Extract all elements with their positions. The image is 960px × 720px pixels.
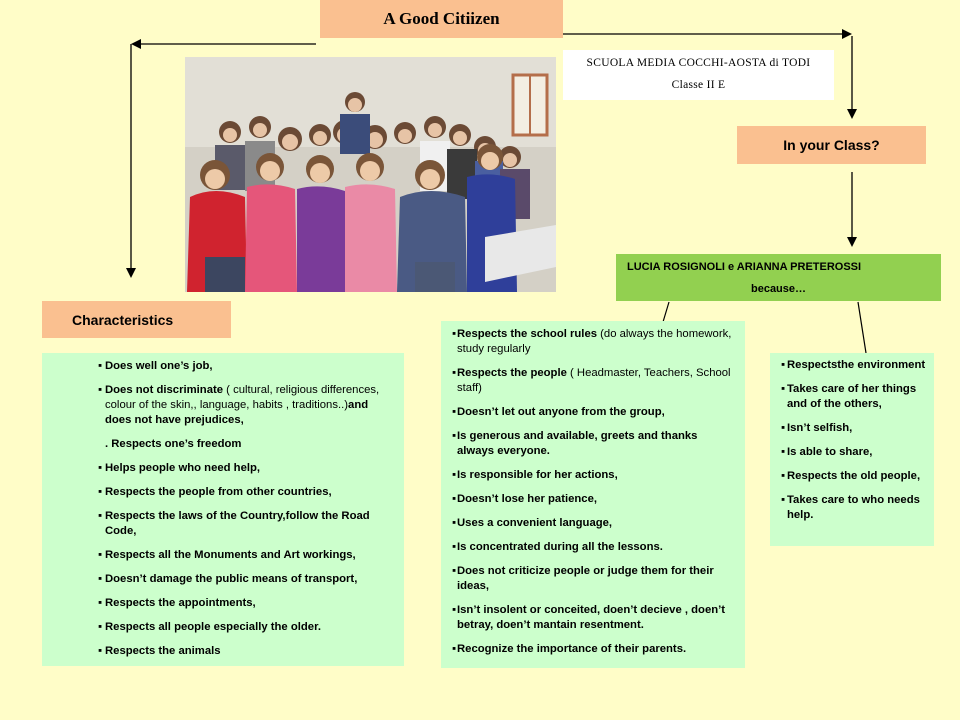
- list-item: ▪ Takes care to who needs help.: [781, 494, 920, 521]
- list-item: ▪ Is responsible for her actions,: [452, 469, 618, 481]
- bullet-icon: ▪: [781, 446, 786, 458]
- list-item: ▪ Doesn’t lose her patience,: [452, 493, 597, 505]
- list-item: ▪ Does not discriminate ( cultural, religious differences, colour of the skin,, language, habits , traditions..)and does not have prejudices,: [98, 384, 380, 426]
- list-item: ▪ Isn’t selfish,: [781, 422, 853, 434]
- list-item: ▪ Does well one’s job,: [98, 360, 213, 372]
- class-name: Classe II E: [671, 79, 726, 91]
- bullet-icon: ▪: [98, 549, 103, 561]
- list-item: ▪ Helps people who need help,: [98, 462, 261, 474]
- bullet-icon: ▪: [98, 510, 103, 522]
- list-item: ▪ Respects all people especially the older.: [98, 621, 321, 633]
- bullet-icon: ▪: [98, 384, 103, 396]
- characteristics-list: [42, 353, 404, 666]
- class-photo: [185, 57, 556, 292]
- student-names: LUCIA ROSIGNOLI e ARIANNA PRETEROSSI: [627, 261, 862, 273]
- in-your-class-label: In your Class?: [783, 137, 880, 153]
- bullet-icon: ▪: [98, 360, 103, 372]
- line-to-middle-list: [663, 302, 669, 322]
- list-item: ▪ Respects the people ( Headmaster, Teachers, School staff): [452, 367, 731, 394]
- bullet-icon: ▪: [452, 565, 457, 577]
- bullet-icon: ▪: [452, 406, 457, 418]
- list-item: ▪ Is able to share,: [781, 446, 873, 458]
- list-item: ▪ Respectsthe environment: [781, 359, 926, 371]
- school-box: [563, 50, 834, 100]
- bullet-icon: ▪: [98, 486, 103, 498]
- bullet-icon: ▪: [98, 645, 103, 657]
- bullet-icon: ▪: [781, 422, 786, 434]
- bullet-icon: ▪: [452, 517, 457, 529]
- bullet-icon: ▪: [98, 621, 103, 633]
- page-title: A Good Citiizen: [383, 9, 500, 28]
- bullet-icon: ▪: [781, 470, 786, 482]
- list-item: ▪ Respects the people from other countries,: [98, 486, 332, 498]
- list-item: ▪ Is concentrated during all the lessons.: [452, 541, 663, 553]
- list-item: ▪ Respects the laws of the Country,follow the Road Code,: [98, 510, 370, 537]
- list-item: ▪ Doesn’t damage the public means of transport,: [98, 573, 358, 585]
- bullet-icon: ▪: [781, 359, 786, 371]
- characteristics-label: Characteristics: [72, 311, 174, 328]
- list-item: ▪ Recognize the importance of their parents.: [452, 643, 687, 655]
- list-item: ▪ Respects the old people,: [781, 470, 921, 482]
- list-item: ▪ Respects the school rules (do always the homework, study regularly: [452, 328, 732, 355]
- bullet-icon: ▪: [452, 469, 457, 481]
- bullet-icon: ▪: [98, 462, 103, 474]
- in-your-class-box: [737, 126, 926, 164]
- bullet-icon: ▪: [452, 541, 457, 553]
- class-behaviour-list-right: [770, 353, 934, 546]
- list-item: . Respects one’s freedom: [105, 438, 242, 450]
- bullet-icon: ▪: [781, 494, 786, 506]
- list-item: ▪ Respects the appointments,: [98, 597, 256, 609]
- characteristics-box: [42, 301, 231, 338]
- bullet-icon: ▪: [781, 383, 786, 395]
- list-item: ▪ Respects all the Monuments and Art workings,: [98, 549, 356, 561]
- class-behaviour-list: [441, 321, 745, 668]
- bullet-icon: ▪: [452, 643, 457, 655]
- because-label: because…: [750, 283, 807, 295]
- list-item: ▪ Isn’t insolent or conceited, doen’t decieve , doen’t betray, doen’t mantain resentment.: [452, 604, 726, 631]
- list-item: ▪ Uses a convenient language,: [452, 517, 613, 529]
- line-to-right-list: [858, 302, 866, 353]
- bullet-icon: ▪: [452, 430, 457, 442]
- bullet-icon: ▪: [98, 597, 103, 609]
- title-box: [320, 0, 563, 38]
- bullet-icon: ▪: [452, 328, 457, 340]
- list-item: ▪ Respects the animals: [98, 645, 221, 657]
- bullet-icon: ▪: [452, 367, 457, 379]
- list-item: ▪ Doesn’t let out anyone from the group,: [452, 406, 665, 418]
- bullet-icon: ▪: [452, 493, 457, 505]
- list-item: ▪ Is generous and available, greets and thanks always everyone.: [452, 430, 698, 457]
- list-item: ▪ Takes care of her things and of the others,: [781, 383, 917, 410]
- bullet-icon: ▪: [452, 604, 457, 616]
- bullet-icon: ▪: [98, 573, 103, 585]
- students-box: [616, 254, 941, 301]
- school-name: SCUOLA MEDIA COCCHI-AOSTA di TODI: [586, 57, 811, 69]
- list-item: ▪ Does not criticize people or judge them for their ideas,: [452, 565, 714, 592]
